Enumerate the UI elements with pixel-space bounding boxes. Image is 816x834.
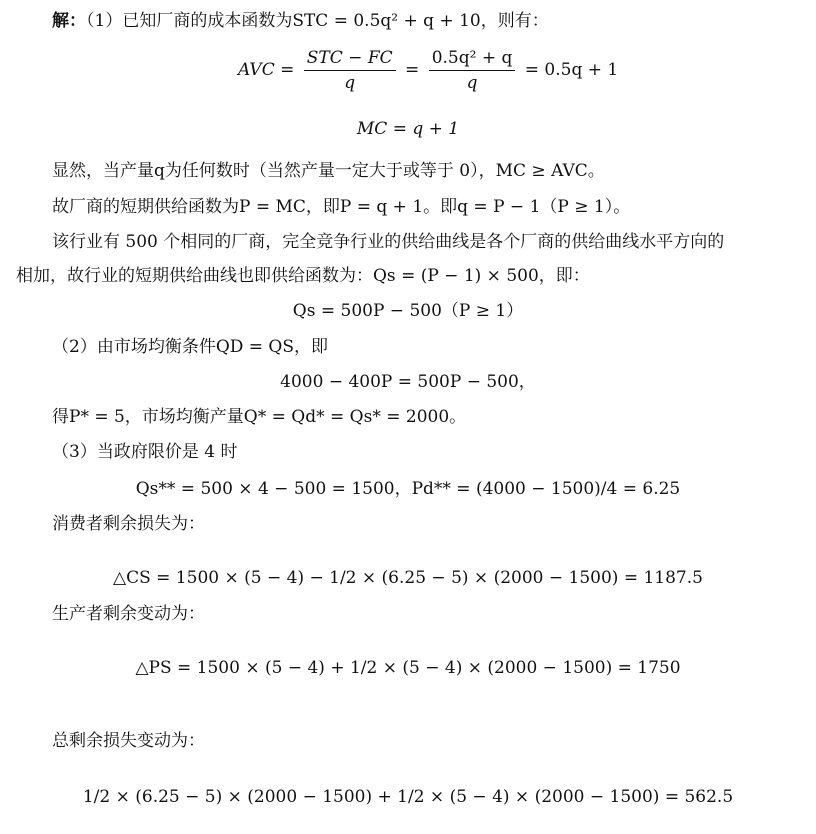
total-surplus-equation: 1/2 × (6.25 − 5) × (2000 − 1500) + 1/2 × (5 − 4) × (2000 − 1500) = 562.5 <box>82 787 734 807</box>
fraction <box>304 48 396 93</box>
fraction <box>429 48 516 93</box>
text-line: 故厂商的短期供给函数为P = MC，即P = q + 1。即q = P − 1（P ≥ 1）。 <box>52 197 631 217</box>
solution-intro <box>52 10 549 32</box>
equation-part: AVC = <box>238 60 295 80</box>
cs-equation: △CS = 1500 × (5 − 4) − 1/2 × (6.25 − 5) × (2000 − 1500) = 1187.5 <box>113 568 703 588</box>
text-line: 显然，当产量q为任何数时（当然产量一定大于或等于 0），MC ≥ AVC。 <box>52 161 605 181</box>
text-line: （1）已知厂商的成本函数为STC = 0.5q² + q + 10，则有： <box>86 11 549 31</box>
equation-part: = 0.5q + 1 <box>524 60 619 80</box>
avc-equation <box>238 46 618 94</box>
price-ceiling-equation: Qs** = 500 × 4 − 500 = 1500，Pd** = (4000 − 1500)/4 = 6.25 <box>135 479 681 499</box>
text-line: 得P* = 5，市场均衡产量Q* = Qd* = Qs* = 2000。 <box>52 407 467 427</box>
text-line: 生产者剩余变动为： <box>52 604 205 624</box>
equilibrium-equation: 4000 − 400P = 500P − 500， <box>280 372 536 392</box>
ps-equation: △PS = 1500 × (5 − 4) + 1/2 × (5 − 4) × (2000 − 1500) = 1750 <box>135 658 681 678</box>
fraction-numerator: 0.5q² + q <box>429 48 516 71</box>
solution-label: 解： <box>52 11 86 31</box>
mc-equation <box>0 118 816 140</box>
text-line: 相加，故行业的短期供给曲线也即供给函数为：Qs = (P − 1) × 500，即： <box>16 266 590 286</box>
equation-text: MC = q + 1 <box>356 119 460 139</box>
text-line: （2）由市场均衡条件QD = QS，即 <box>52 337 329 357</box>
fraction-numerator: STC − FC <box>304 48 396 71</box>
fraction-denominator: q <box>466 73 478 93</box>
fraction-denominator: q <box>344 73 356 93</box>
supply-equation: Qs = 500P − 500（P ≥ 1） <box>292 301 524 321</box>
text-line: 该行业有 500 个相同的厂商，完全竞争行业的供给曲线是各个厂商的供给曲线水平方向的 <box>52 232 725 252</box>
text-line: 消费者剩余损失为： <box>52 514 205 534</box>
text-line: 总剩余损失变动为： <box>52 731 205 751</box>
equation-part: = <box>405 60 420 80</box>
text-line: （3）当政府限价是 4 时 <box>52 442 238 462</box>
